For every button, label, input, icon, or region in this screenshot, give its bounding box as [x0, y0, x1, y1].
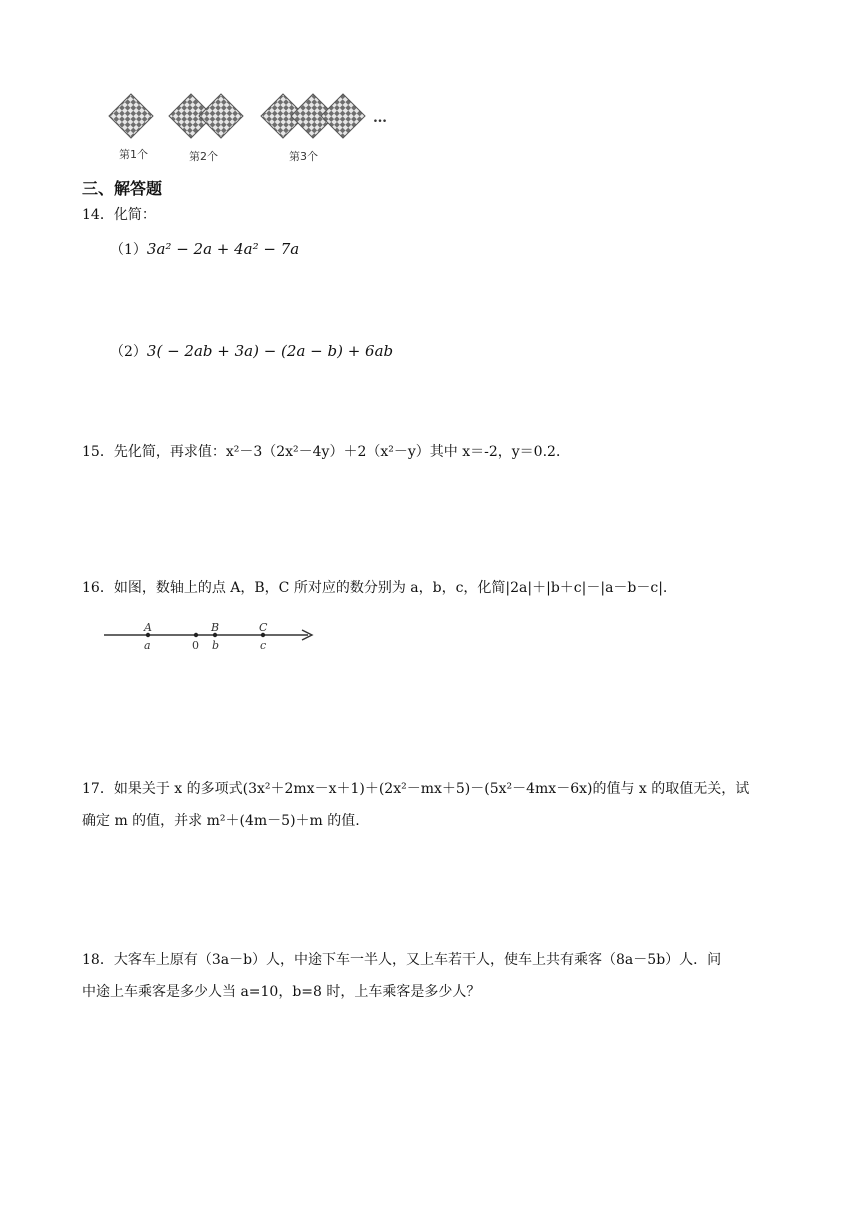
q14-part2-expr: 3( − 2ab + 3a) − (2a − b) + 6ab — [146, 342, 394, 360]
point-label-A: A — [144, 621, 152, 634]
q14-part1 — [110, 238, 299, 261]
point-zero-dot — [194, 633, 198, 637]
q17-line1: 17．如果关于 x 的多项式(3x²＋2mx－x＋1)＋(2x²－mx＋5)－(5x²－4mx－6x)的值与 x 的取值无关，试 — [82, 781, 750, 797]
figure-label-3: 第3个 — [289, 150, 318, 163]
section-title: 三、解答题 — [82, 179, 163, 198]
figure-ellipsis: … — [373, 110, 387, 126]
q16-text: 16．如图，数轴上的点 A，B，C 所对应的数分别为 a，b，c，化简|2a|＋|b＋c|－|a－b－c|. — [82, 580, 668, 596]
value-label-a: a — [144, 639, 151, 652]
q14-part1-expr: 3a² − 2a + 4a² − 7a — [146, 240, 300, 258]
q15-text: 15．先化简，再求值：x²－3（2x²－4y）＋2（x²－y）其中 x＝-2，y＝0.2． — [82, 444, 570, 460]
pattern-1 — [109, 94, 153, 138]
point-label-B: B — [211, 621, 220, 634]
q18-line2: 中途上车乘客是多少人当 a=10，b=8 时，上车乘客是多少人？ — [82, 984, 481, 1000]
figure-label-2: 第2个 — [189, 150, 218, 163]
q14-part2 — [110, 340, 393, 363]
q14-stem: 14．化简： — [82, 207, 156, 223]
value-label-b: b — [212, 639, 220, 652]
q18-line1: 18．大客车上原有（3a－b）人，中途下车一半人，又上车若干人，使车上共有乘客（8a－5b）人．问 — [82, 952, 722, 968]
value-label-c: c — [260, 639, 267, 652]
pattern-2 — [169, 94, 243, 138]
pattern-figure — [105, 88, 405, 168]
figure-label-1: 第1个 — [119, 148, 148, 161]
pattern-3 — [261, 94, 365, 138]
q14-part2-label: （2） — [110, 344, 147, 360]
point-label-C: C — [259, 621, 268, 634]
value-label-0: 0 — [192, 639, 199, 652]
number-line — [100, 618, 320, 654]
q14-part1-label: （1） — [110, 242, 147, 258]
q17-line2: 确定 m 的值，并求 m²＋(4m－5)＋m 的值. — [82, 813, 360, 829]
